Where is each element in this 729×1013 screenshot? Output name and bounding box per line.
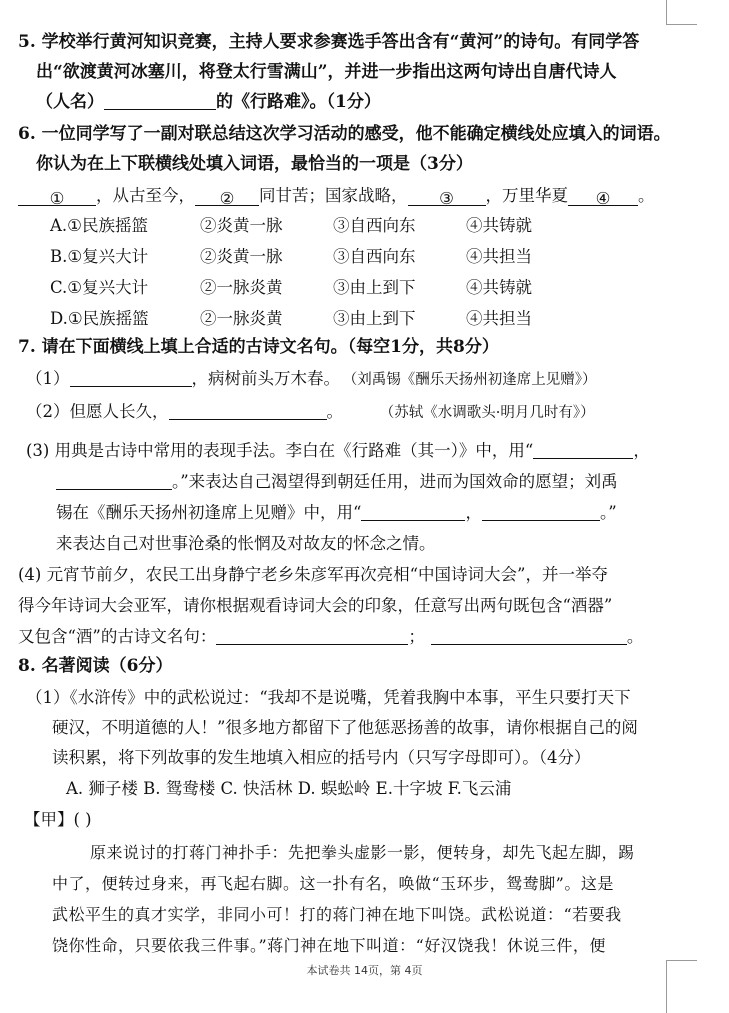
q7-p2-blank[interactable] <box>169 401 327 420</box>
option-d-4: ④共担当 <box>466 309 532 328</box>
q7-p1-text: ，病树前头万木春。 <box>191 369 340 388</box>
q7-p3-end: 。” <box>599 503 617 522</box>
q5-answer-blank[interactable] <box>104 91 216 110</box>
option-a-1: A.①民族摇篮 <box>50 216 148 235</box>
q8-jia-label[interactable]: 【甲】( ) <box>24 810 92 829</box>
q8-title: 8. 名著阅读（6分） <box>18 656 173 676</box>
q7-p2-text: （2）但愿人长久， <box>26 402 169 421</box>
q7-p2-source: （苏轼《水调歌头·明月几时有》） <box>387 405 595 421</box>
q7-p3-blank-1[interactable] <box>533 440 633 459</box>
option-a[interactable] <box>50 214 532 238</box>
couplet-text-3: ，万里华夏 <box>485 186 568 205</box>
q7-part-3-line-3 <box>56 501 617 525</box>
option-c[interactable] <box>50 276 532 300</box>
story-line-3: 武松平生的真才实学，非同小可！打的蒋门神在地下叫饶。武松说道：“若要我 <box>52 905 622 924</box>
option-d-3: ③由上到下 <box>333 309 416 328</box>
q7-part-1 <box>26 367 597 392</box>
couplet-blank-3[interactable]: ③ <box>408 187 486 206</box>
option-a-4: ④共铸就 <box>466 216 532 235</box>
q5-line-3 <box>36 90 381 114</box>
option-b-4: ④共担当 <box>466 247 532 266</box>
option-a-2: ②炎黄一脉 <box>200 216 283 235</box>
q7-title: 7. 请在下面横线上填上合适的古诗文名句。（每空1分，共8分） <box>18 337 499 357</box>
q8-choices: A. 狮子楼 B. 鸳鸯楼 C. 快活林 D. 蜈蚣岭 E.十字坡 F.飞云浦 <box>66 779 512 798</box>
q7-p3-text-a: (3) 用典是古诗中常用的表现手法。李白在《行路难（其一）》中，用“ <box>26 441 534 460</box>
story-line-4: 饶你性命，只要依我三件事。”蒋门神在地下叫道：“好汉饶我！休说三件，便 <box>52 936 606 955</box>
option-d-2: ②一脉炎黄 <box>200 309 283 328</box>
q7-p4-blank-2[interactable] <box>431 626 627 645</box>
story-line-1: 原来说讨的打蒋门神扑手：先把拳头虚影一影，便转身，却先飞起左脚，踢 <box>90 843 635 862</box>
option-c-2: ②一脉炎黄 <box>200 278 283 297</box>
q7-p4-end: 。 <box>626 627 644 646</box>
q6-line-2: 你认为在上下联横线处填入词语，最恰当的一项是（3分） <box>36 154 473 174</box>
q7-p1-label: （1） <box>26 369 70 388</box>
q7-p3-blank-2[interactable] <box>56 471 172 490</box>
option-b-2: ②炎黄一脉 <box>200 247 283 266</box>
q7-p3-text-d: 锡在《酬乐天扬州初逢席上见赠》中，用“ <box>56 503 362 522</box>
q7-part-3-line-2 <box>56 470 618 494</box>
q5-line-3b: 的《行路难》。（1分） <box>216 92 381 112</box>
q7-part-4-line-1: (4) 元宵节前夕，农民工出身静宁老乡朱彦军再次亮相“中国诗词大会”，并一举夺 <box>18 565 608 584</box>
q7-p4-blank-1[interactable] <box>216 626 408 645</box>
q7-p1-source: （刘禹锡《酬乐天扬州初逢席上见赠》） <box>350 372 597 388</box>
q7-p3-text-c: 。”来表达自己渴望得到朝廷任用，进而为国效命的愿望；刘禹 <box>172 472 618 491</box>
q7-part-2 <box>26 400 595 425</box>
q8-line-2: 硬汉，不明道德的人！”很多地方都留下了他惩恶扬善的故事，请你根据自己的阅 <box>52 718 638 737</box>
option-c-3: ③由上到下 <box>333 278 416 297</box>
q7-p3-blank-4[interactable] <box>482 502 600 521</box>
q7-p4-text-c: 又包含“酒”的古诗文名句： <box>18 627 217 646</box>
q8-line-3: 读积累，将下列故事的发生地填入相应的括号内（只写字母即可）。（4分） <box>52 748 591 767</box>
page-footer: 本试卷共 14页，第 4页 <box>306 964 423 977</box>
option-d[interactable] <box>50 307 532 331</box>
option-c-4: ④共铸就 <box>466 278 532 297</box>
q5-line-3a: （人名） <box>36 92 104 112</box>
crop-mark-top <box>666 0 697 25</box>
option-b-3: ③自西向东 <box>333 247 416 266</box>
q8-line-1: （1）《水浒传》中的武松说过：“我却不是说嘴，凭着我胸中本事，平生只要打天下 <box>26 688 631 707</box>
option-c-1: C.①复兴大计 <box>50 278 149 297</box>
q7-part-4-line-3 <box>18 625 643 649</box>
q7-p3-blank-3[interactable] <box>361 502 465 521</box>
q7-part-4-line-2: 得今年诗词大会亚军，请你根据观看诗词大会的印象，任意写出两句既包含“酒器” <box>18 596 613 615</box>
couplet-blank-1[interactable]: ① <box>18 187 96 206</box>
option-b-1: B.①复兴大计 <box>50 247 149 266</box>
couplet-text-1: ，从古至今， <box>96 186 195 205</box>
option-d-1: D.①民族摇篮 <box>50 309 149 328</box>
couplet-text-2: 同甘苦；国家战略， <box>259 186 408 205</box>
q5-line-2: 出“欲渡黄河冰塞川，将登太行雪满山”，并进一步指出这两句诗出自唐代诗人 <box>36 62 617 82</box>
couplet-blank-4[interactable]: ④ <box>568 187 638 206</box>
q7-p1-blank[interactable] <box>70 368 192 387</box>
option-a-3: ③自西向东 <box>333 216 416 235</box>
couplet-text-4: 。 <box>638 186 655 205</box>
q7-part-3-line-4: 来表达自己对世事沧桑的怅惘及对故友的怀念之情。 <box>56 534 436 553</box>
q6-line-1: 6. 一位同学写了一副对联总结这次学习活动的感受，他不能确定横线处应填入的词语。 <box>18 124 671 144</box>
q7-p3-comma-1: ， <box>633 441 650 460</box>
q7-p2-end: 。 <box>326 402 343 421</box>
couplet-blank-2[interactable]: ② <box>195 187 259 206</box>
q7-p4-semicolon: ； <box>408 627 425 646</box>
q5-line-1: 5. 学校举行黄河知识竞赛，主持人要求参赛选手答出含有“黄河”的诗句。有同学答 <box>18 32 640 52</box>
q7-p3-comma-2: ， <box>465 503 482 522</box>
option-b[interactable] <box>50 245 532 269</box>
story-line-2: 中了，便转过身来，再飞起右脚。这一扑有名，唤做“玉环步，鸳鸯脚”。这是 <box>52 874 614 893</box>
q7-part-3-line-1 <box>26 439 650 463</box>
q6-couplet <box>18 184 655 208</box>
